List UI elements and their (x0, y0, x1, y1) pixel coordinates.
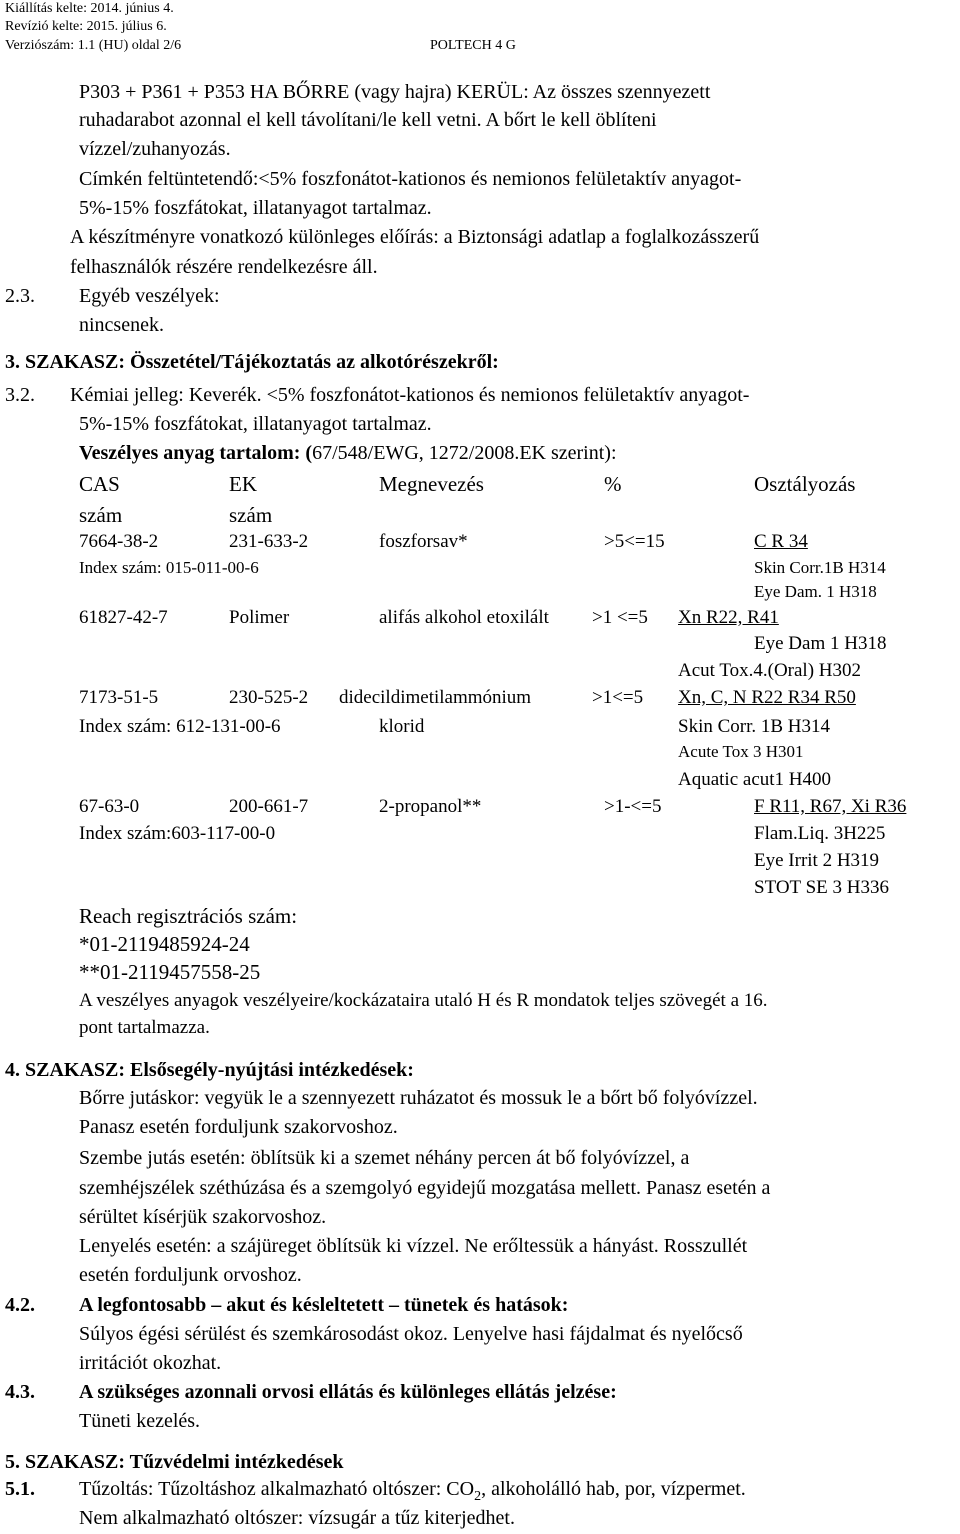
row3-classification-4: Aquatic acut1 H400 (678, 769, 832, 790)
row1-classification-2: Skin Corr.1B H314 (754, 558, 886, 577)
section-4-2-number: 4.2. (5, 1294, 35, 1316)
col-head-ek: EK (229, 472, 257, 496)
row2-name: alifás alkohol etoxilált (379, 607, 549, 628)
p303-line-3: vízzel/zuhanyozás. (79, 138, 231, 160)
special-line-2: felhasználók részére rendelkezésre áll. (70, 256, 378, 278)
section-4-2-line-2: irritációt okozhat. (79, 1352, 222, 1374)
row4-name: 2-propanol** (379, 796, 482, 817)
row4-classification-4: STOT SE 3 H336 (754, 877, 889, 898)
section-5-1-line-1 (79, 1479, 746, 1504)
col-head-cas: CAS (79, 472, 120, 496)
co2-subscript: 2 (474, 1489, 482, 1504)
version-page: Verziószám: 1.1 (HU) oldal 2/6 (5, 38, 182, 53)
section-4-3-line-1: Tüneti kezelés. (79, 1410, 201, 1432)
issue-date: Kiállítás kelte: 2014. június 4. (5, 1, 174, 16)
col-head-name: Megnevezés (379, 472, 484, 496)
section-4-3-title: A szükséges azonnali orvosi ellátás és különleges ellátás jelzése: (79, 1381, 617, 1403)
row3-ek: 230-525-2 (229, 687, 309, 708)
row4-classification: F R11, R67, Xi R36 (754, 796, 907, 817)
section-3-2-line-2: 5%-15% foszfátokat, illatanyagot tartalmaz. (79, 413, 432, 435)
skin-contact-line-1: Bőrre jutáskor: vegyük le a szennyezett ruházatot és mossuk le a bőrt bő folyóvízzel. (79, 1087, 758, 1109)
label-line-2: 5%-15% foszfátokat, illatanyagot tartalmaz. (79, 197, 432, 219)
row2-classification-3: Acut Tox.4.(Oral) H302 (678, 660, 862, 681)
skin-contact-line-2: Panasz esetén forduljunk szakorvoshoz. (79, 1116, 398, 1138)
section-4-2-title: A legfontosabb – akut és késleltetett – tünetek és hatások: (79, 1294, 569, 1316)
section-5-1-line-2: Nem alkalmazható oltószer: vízsugár a tűz kiterjedhet. (79, 1507, 515, 1529)
ingestion-line-2: esetén forduljunk orvoshoz. (79, 1264, 302, 1286)
section-2-3-value: nincsenek. (79, 314, 164, 336)
p303-line-2: ruhadarabot azonnal el kell távolítani/le kell vetni. A bőrt le kell öblíteni (79, 109, 657, 131)
special-line-1: A készítményre vonatkozó különleges előírás: a Biztonsági adatlap a foglalkozásszerű (70, 226, 760, 248)
section-2-3-number: 2.3. (5, 285, 35, 307)
row4-index: Index szám:603-117-00-0 (79, 823, 276, 844)
col-head-classification: Osztályozás (754, 472, 856, 496)
row4-cas: 67-63-0 (79, 796, 140, 817)
row4-classification-3: Eye Irrit 2 H319 (754, 850, 880, 871)
row3-cas: 7173-51-5 (79, 687, 159, 708)
revision-date: Revízió kelte: 2015. július 6. (5, 19, 167, 34)
row3-name: didecildimetilammónium (339, 687, 532, 708)
eye-contact-line-3: sérültet kísérjük szakorvoshoz. (79, 1206, 327, 1228)
section-3-2-number: 3.2. (5, 384, 35, 406)
section-4-heading: 4. SZAKASZ: Elsősegély-nyújtási intézkedések: (5, 1059, 414, 1081)
hazard-note-line-2: pont tartalmazza. (79, 1017, 210, 1038)
reach-title: Reach regisztrációs szám: (79, 904, 298, 928)
row2-classification-2: Eye Dam 1 H318 (754, 633, 887, 654)
row2-percent: >1 <=5 (592, 607, 648, 628)
row3-name-2: klorid (379, 716, 425, 737)
section-5-1-number: 5.1. (5, 1478, 35, 1500)
hazard-note-line-1: A veszélyes anyagok veszélyeire/kockázataira utaló H és R mondatok teljes szövegét a 16. (79, 990, 768, 1011)
eye-contact-line-1: Szembe jutás esetén: öblítsük ki a szemet néhány percen át bő folyóvízzel, a (79, 1147, 690, 1169)
row2-ek: Polimer (229, 607, 290, 628)
row3-classification: Xn, C, N R22 R34 R50 (678, 687, 856, 708)
eye-contact-line-2: szemhéjszélek széthúzása és a szemgolyó egyidejű mozgatása mellett. Panasz esetén a (79, 1177, 771, 1199)
row1-ek: 231-633-2 (229, 531, 309, 552)
extinguishing-media-rest: , alkoholálló hab, por, vízpermet. (481, 1478, 746, 1500)
row1-percent: >5<=15 (604, 531, 665, 552)
row2-cas: 61827-42-7 (79, 607, 168, 628)
label-line-1: Címkén feltüntetendő:<5% foszfonátot-kationos és nemionos felületaktív anyagot- (79, 168, 742, 190)
reach-number-1: *01-2119485924-24 (79, 932, 250, 956)
section-4-3-number: 4.3. (5, 1381, 35, 1403)
col-head-ek-sub: szám (229, 503, 273, 527)
row1-cas: 7664-38-2 (79, 531, 159, 552)
row4-ek: 200-661-7 (229, 796, 309, 817)
row4-classification-2: Flam.Liq. 3H225 (754, 823, 886, 844)
section-3-heading: 3. SZAKASZ: Összetétel/Tájékoztatás az alkotórészekről: (5, 351, 499, 373)
hazard-content-label: Veszélyes anyag tartalom: ( (79, 442, 313, 464)
section-2-3-title: Egyéb veszélyek: (79, 285, 220, 307)
section-3-2-line-1: Kémiai jelleg: Keverék. <5% foszfonátot-kationos és nemionos felületaktív anyagot- (70, 384, 750, 406)
row4-percent: >1-<=5 (604, 796, 662, 817)
reach-number-2: **01-2119457558-25 (79, 960, 261, 984)
col-head-percent: % (604, 472, 622, 496)
col-head-cas-sub: szám (79, 503, 123, 527)
row3-index: Index szám: 612-131-00-6 (79, 716, 281, 737)
row2-classification: Xn R22, R41 (678, 607, 779, 628)
hazard-content-line (79, 443, 617, 463)
row1-index: Index szám: 015-011-00-6 (79, 558, 259, 577)
row1-name: foszforsav* (379, 531, 468, 552)
section-4-2-line-1: Súlyos égési sérülést és szemkárosodást okoz. Lenyelve hasi fájdalmat és nyelőcső (79, 1323, 743, 1345)
p303-line-1: P303 + P361 + P353 HA BŐRRE (vagy hajra) KERÜL: Az összes szennyezett (79, 81, 711, 103)
hazard-content-regulation: 67/548/EWG, 1272/2008.EK szerint): (312, 442, 617, 464)
row1-classification: C R 34 (754, 531, 808, 552)
row1-classification-3: Eye Dam. 1 H318 (754, 582, 877, 601)
row3-classification-2: Skin Corr. 1B H314 (678, 716, 831, 737)
extinguishing-media-text: Tűzoltás: Tűzoltáshoz alkalmazható oltószer: CO (79, 1478, 475, 1500)
ingestion-line-1: Lenyelés esetén: a szájüreget öblítsük ki vízzel. Ne erőltessük a hányást. Rosszullét (79, 1235, 748, 1257)
row3-percent: >1<=5 (592, 687, 644, 708)
product-name: POLTECH 4 G (430, 38, 516, 53)
row3-classification-3: Acute Tox 3 H301 (678, 742, 804, 761)
section-5-heading: 5. SZAKASZ: Tűzvédelmi intézkedések (5, 1451, 344, 1473)
